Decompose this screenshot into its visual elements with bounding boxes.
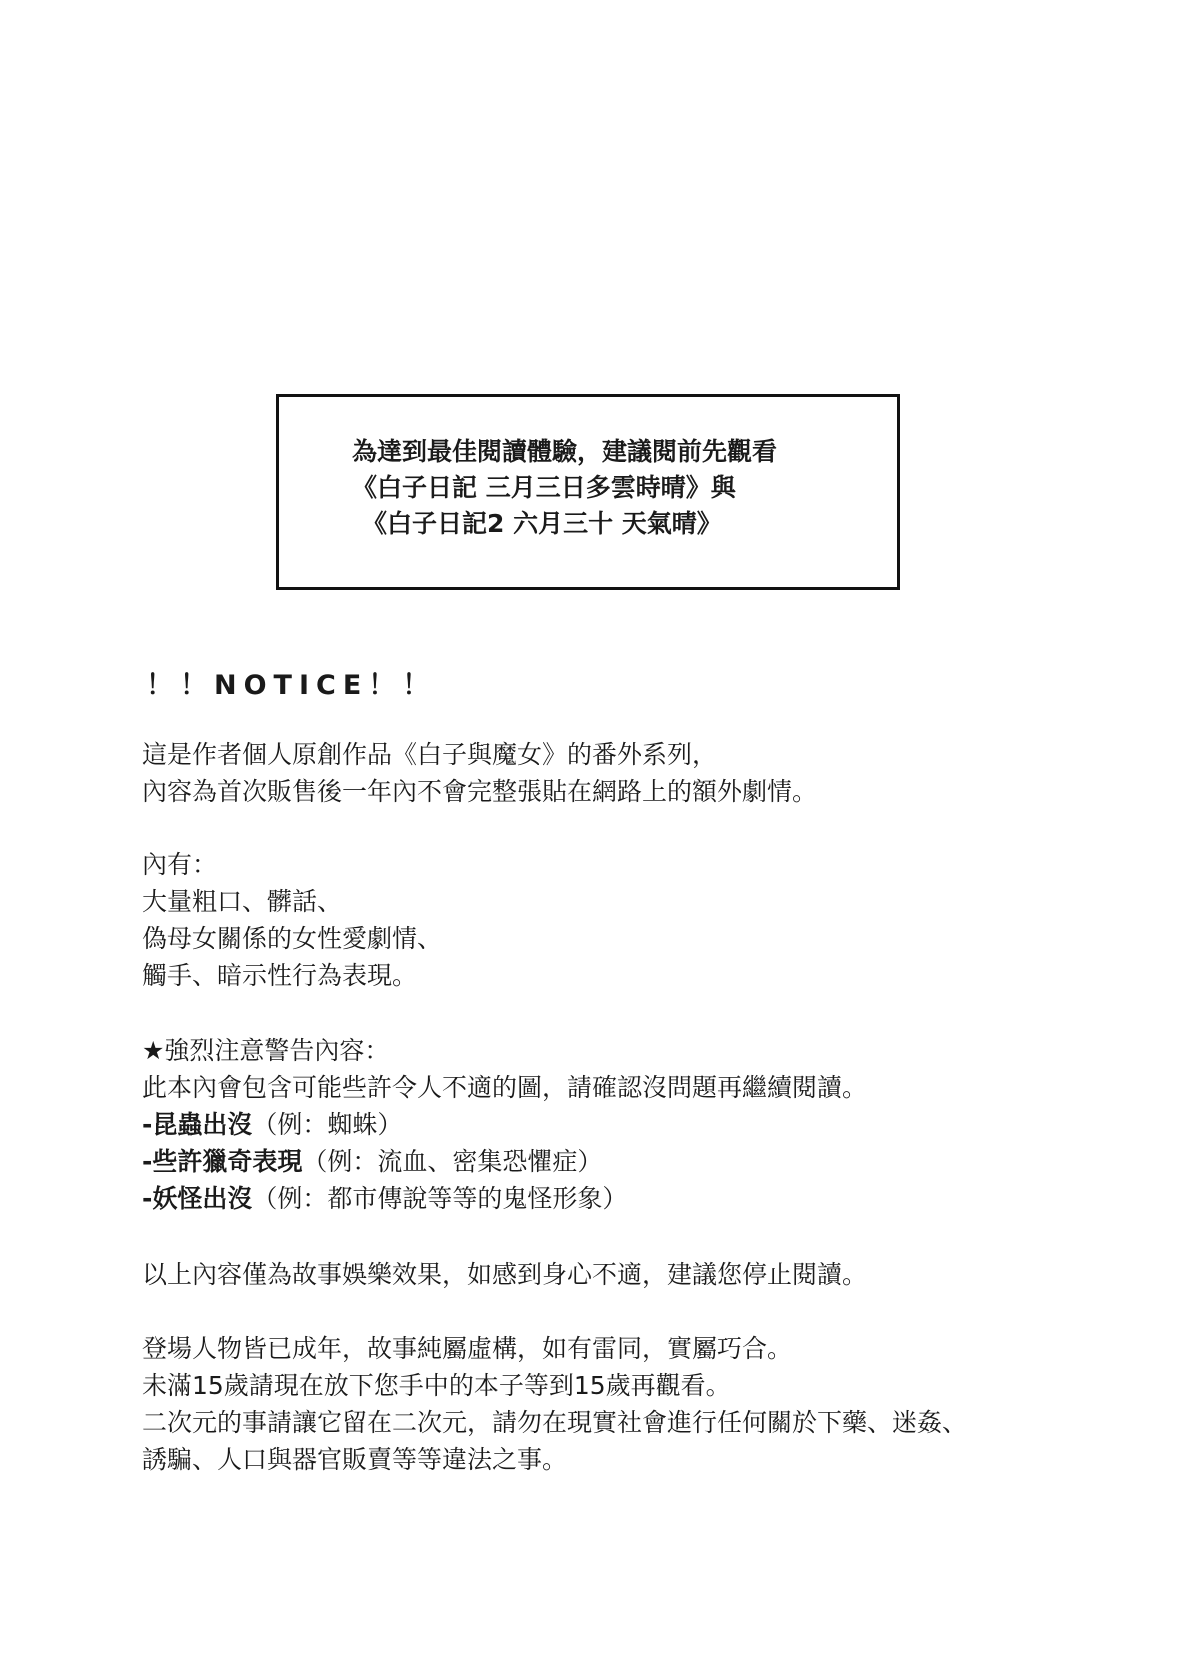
reading-box-line-3: 《白子日記2 六月三十 天氣晴》 xyxy=(362,509,722,538)
notice-title: ！！NOTICE！！ xyxy=(146,670,437,701)
contains-heading: 內有： xyxy=(142,850,218,879)
warning-item-detail: （例：都市傳說等等的鬼怪形象） xyxy=(252,1184,628,1213)
contains-line-3: 觸手、暗示性行為表現。 xyxy=(142,961,418,990)
warning-item-insects xyxy=(142,1106,402,1143)
reading-box-line-2: 《白子日記 三月三日多雲時晴》與 xyxy=(352,473,736,502)
warning-item-gore xyxy=(142,1143,602,1180)
closing-line-3: 二次元的事請讓它留在二次元，請勿在現實社會進行任何關於下藥、迷姦、 xyxy=(142,1408,968,1437)
closing-line-4: 誘騙、人口與器官販賣等等違法之事。 xyxy=(142,1445,568,1474)
intro-line-1: 這是作者個人原創作品《白子與魔女》的番外系列， xyxy=(142,740,718,769)
warning-item-label: -些許獵奇表現 xyxy=(142,1147,303,1176)
warning-item-label: -妖怪出沒 xyxy=(142,1184,253,1213)
contains-line-2: 偽母女關係的女性愛劇情、 xyxy=(142,924,443,953)
warning-item-detail: （例：流血、密集恐懼症） xyxy=(302,1147,603,1176)
reading-box-line-1: 為達到最佳閱讀體驗，建議閱前先觀看 xyxy=(352,437,778,466)
warning-item-yokai xyxy=(142,1180,627,1217)
intro-line-2: 內容為首次販售後一年內不會完整張貼在網路上的額外劇情。 xyxy=(142,777,818,806)
recommended-reading-box xyxy=(276,394,900,590)
closing-line-2: 未滿15歲請現在放下您手中的本子等到15歲再觀看。 xyxy=(142,1371,731,1400)
warning-intro: 此本內會包含可能些許令人不適的圖，請確認沒問題再繼續閱讀。 xyxy=(142,1073,868,1102)
warning-item-detail: （例：蜘蛛） xyxy=(252,1110,403,1139)
closing-line-1: 登場人物皆已成年，故事純屬虛構，如有雷同，實屬巧合。 xyxy=(142,1334,793,1363)
disclaimer: 以上內容僅為故事娛樂效果，如感到身心不適，建議您停止閱讀。 xyxy=(142,1260,868,1289)
warning-heading: ★強烈注意警告內容： xyxy=(142,1036,390,1065)
contains-line-1: 大量粗口、髒話、 xyxy=(142,887,343,916)
warning-item-label: -昆蟲出沒 xyxy=(142,1110,253,1139)
